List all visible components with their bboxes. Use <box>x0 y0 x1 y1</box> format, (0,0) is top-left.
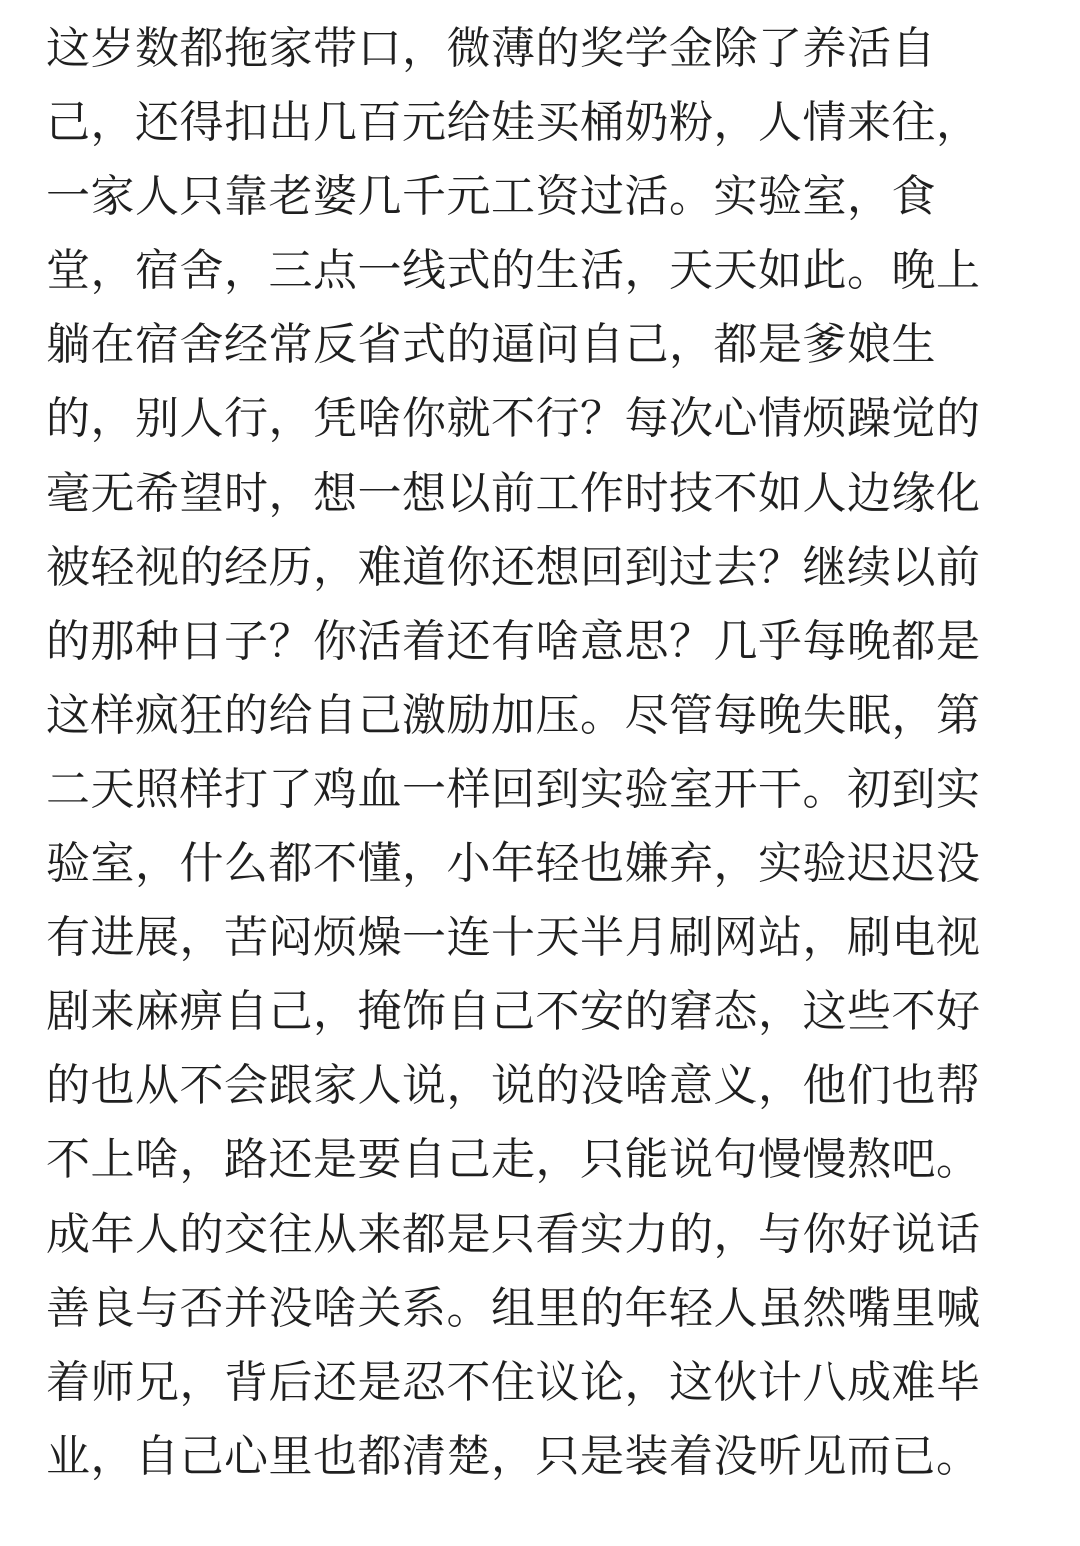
text-line: 这岁数都拖家带口，微薄的奖学金除了养活自 <box>46 23 936 74</box>
text-line: 成年人的交往从来都是只看实力的，与你好说话 <box>46 1208 981 1260</box>
text-line: 的，别人行，凭啥你就不行？每次心情烦躁觉的 <box>46 393 981 445</box>
text-line: 有进展，苦闷烦燥一连十天半月刷网站，刷电视 <box>46 912 981 964</box>
text-line: 一家人只靠老婆几千元工资过活。实验室，食 <box>46 171 936 223</box>
text-line: 被轻视的经历，难道你还想回到过去？继续以前 <box>46 541 981 593</box>
text-line: 不上啥，路还是要自己走，只能说句慢慢熬吧。 <box>46 1134 981 1186</box>
text-line: 这样疯狂的给自己激励加压。尽管每晚失眠，第 <box>46 689 981 741</box>
text-line: 二天照样打了鸡血一样回到实验室开干。初到实 <box>46 763 981 815</box>
text-line: 善良与否并没啥关系。组里的年轻人虽然嘴里喊 <box>46 1282 981 1334</box>
text-line: 的那种日子？你活着还有啥意思？几乎每晚都是 <box>46 615 981 667</box>
text-line: 着师兄，背后还是忍不住议论，这伙计八成难毕 <box>46 1356 981 1408</box>
article-body <box>46 12 1046 1494</box>
text-line: 堂，宿舍，三点一线式的生活，天天如此。晚上 <box>46 245 981 297</box>
text-line: 业，自己心里也都清楚，只是装着没听见而已。 <box>46 1430 981 1482</box>
text-line: 己，还得扣出几百元给娃买桶奶粉，人情来往， <box>46 97 981 149</box>
text-line: 验室，什么都不懂，小年轻也嫌弃，实验迟迟没 <box>46 838 981 890</box>
text-line: 的也从不会跟家人说，说的没啥意义，他们也帮 <box>46 1060 981 1112</box>
text-line: 毫无希望时，想一想以前工作时技不如人边缘化 <box>46 467 981 519</box>
text-line: 剧来麻痹自己，掩饰自己不安的窘态，这些不好 <box>46 986 981 1038</box>
text-line: 躺在宿舍经常反省式的逼问自己，都是爹娘生 <box>46 319 936 371</box>
